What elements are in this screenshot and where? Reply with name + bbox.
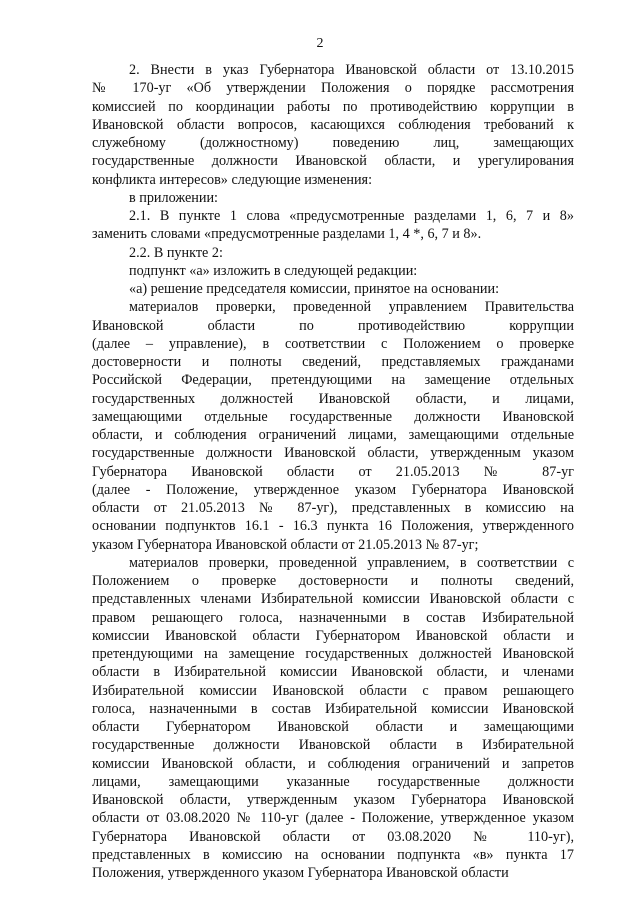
- paragraph: [92, 298, 574, 554]
- text-line: комиссии Ивановской области, и соблюдения ограничений и запретов: [92, 755, 574, 772]
- text-line: 2.1. В пункте 1 слова «предусмотренные разделами 1, 6, 7 и 8»: [129, 208, 574, 224]
- page-number: 2: [316, 36, 324, 51]
- text-line: Положения, утвержденного указом Губернатора Ивановской области: [92, 865, 509, 881]
- text-line: претендующими на замещение государственных должностей Ивановской: [92, 646, 574, 662]
- text-line: комиссией по координации работы по противодействию коррупции в: [92, 98, 574, 115]
- text-line: представленных в комиссию на основании подпункта «в» пункта 17: [92, 846, 574, 863]
- text-line: области от 03.08.2020 № 110-уг (далее - Положение, утвержденное указом: [92, 810, 574, 827]
- text-line: представленных членами Избирательной комиссии Ивановской области с: [92, 591, 574, 608]
- document-body: [92, 61, 574, 882]
- paragraph: [92, 554, 574, 883]
- text-line: служебному (должностному) поведению лиц, замещающих: [92, 135, 574, 151]
- text-line: основании подпунктов 16.1 - 16.3 пункта 16 Положения, утвержденного: [92, 518, 574, 535]
- text-line: области в Избирательной комиссии Ивановской области, и членами: [92, 664, 574, 681]
- text-line: комиссии Ивановской области Губернатором Ивановской области и: [92, 627, 574, 644]
- text-line: (далее - Положение, утвержденное указом Губернатора Ивановской: [92, 481, 574, 498]
- paragraph: [92, 189, 574, 207]
- text-line: государственных должностей Ивановской области, и лицами,: [92, 390, 574, 407]
- text-line: указом Губернатора Ивановской области от 21.05.2013 № 87-уг;: [92, 536, 479, 553]
- text-line: замещающими отдельные государственные должности Ивановской: [92, 408, 574, 425]
- text-line: достоверности и полноты сведений, представляемых гражданами: [92, 354, 574, 370]
- text-line: Ивановской области по противодействию коррупции: [92, 317, 574, 334]
- text-line: подпункт «а» изложить в следующей редакции:: [129, 262, 418, 279]
- text-line: Ивановской области, утвержденным указом Губернатора Ивановской: [92, 792, 574, 808]
- text-line: области от 21.05.2013 № 87-уг), представленных в комиссию на: [92, 500, 574, 516]
- text-line: государственные должности Ивановской области, утвержденным указом: [92, 445, 574, 462]
- text-line: области, и соблюдения ограничений лицами, замещающими отдельные: [92, 427, 574, 443]
- text-line: голоса, назначенными в состав Избирательной комиссии Ивановской: [92, 700, 574, 717]
- text-line: в приложении:: [129, 189, 218, 206]
- text-line: 2. Внести в указ Губернатора Ивановской области от 13.10.2015: [129, 62, 574, 78]
- text-line: Губернатора Ивановской области от 03.08.2020 № 110-уг),: [92, 828, 574, 845]
- paragraph: [92, 207, 574, 244]
- text-line: Российской Федерации, претендующими на замещение отдельных: [92, 372, 574, 389]
- text-line: № 170-уг «Об утверждении Положения о порядке рассмотрения: [92, 80, 574, 97]
- text-line: заменить словами «предусмотренные разделами 1, 4 *, 6, 7 и 8».: [92, 226, 482, 243]
- text-line: (далее – управление), в соответствии с Положением о проверке: [92, 335, 574, 352]
- text-line: материалов проверки, проведенной управлением Правительства: [129, 299, 574, 316]
- text-line: государственные должности Ивановской области в Избирательной: [92, 737, 574, 754]
- text-line: материалов проверки, проведенной управлением, в соответствии с: [129, 554, 574, 571]
- text-line: Положением о проверке достоверности и полноты сведений,: [92, 573, 574, 589]
- paragraph: [92, 244, 574, 262]
- text-line: Губернатора Ивановской области от 21.05.2013 № 87-уг: [92, 463, 574, 480]
- text-line: конфликта интересов» следующие изменения:: [92, 171, 373, 188]
- text-line: 2.2. В пункте 2:: [129, 244, 223, 261]
- paragraph: [92, 280, 574, 298]
- paragraph: [92, 262, 574, 280]
- text-line: Ивановской области вопросов, касающихся соблюдения требований к: [92, 116, 574, 133]
- text-line: лицами, замещающими указанные государственные должности: [92, 773, 574, 790]
- paragraph: [92, 61, 574, 189]
- text-line: «а) решение председателя комиссии, принятое на основании:: [129, 281, 500, 297]
- text-line: Избирательной комиссии Ивановской области с правом решающего: [92, 682, 574, 699]
- text-line: области Губернатором Ивановской области и замещающими: [92, 719, 574, 735]
- text-line: государственные должности Ивановской области, и урегулирования: [92, 153, 574, 170]
- text-line: правом решающего голоса, назначенными в состав Избирательной: [92, 609, 574, 626]
